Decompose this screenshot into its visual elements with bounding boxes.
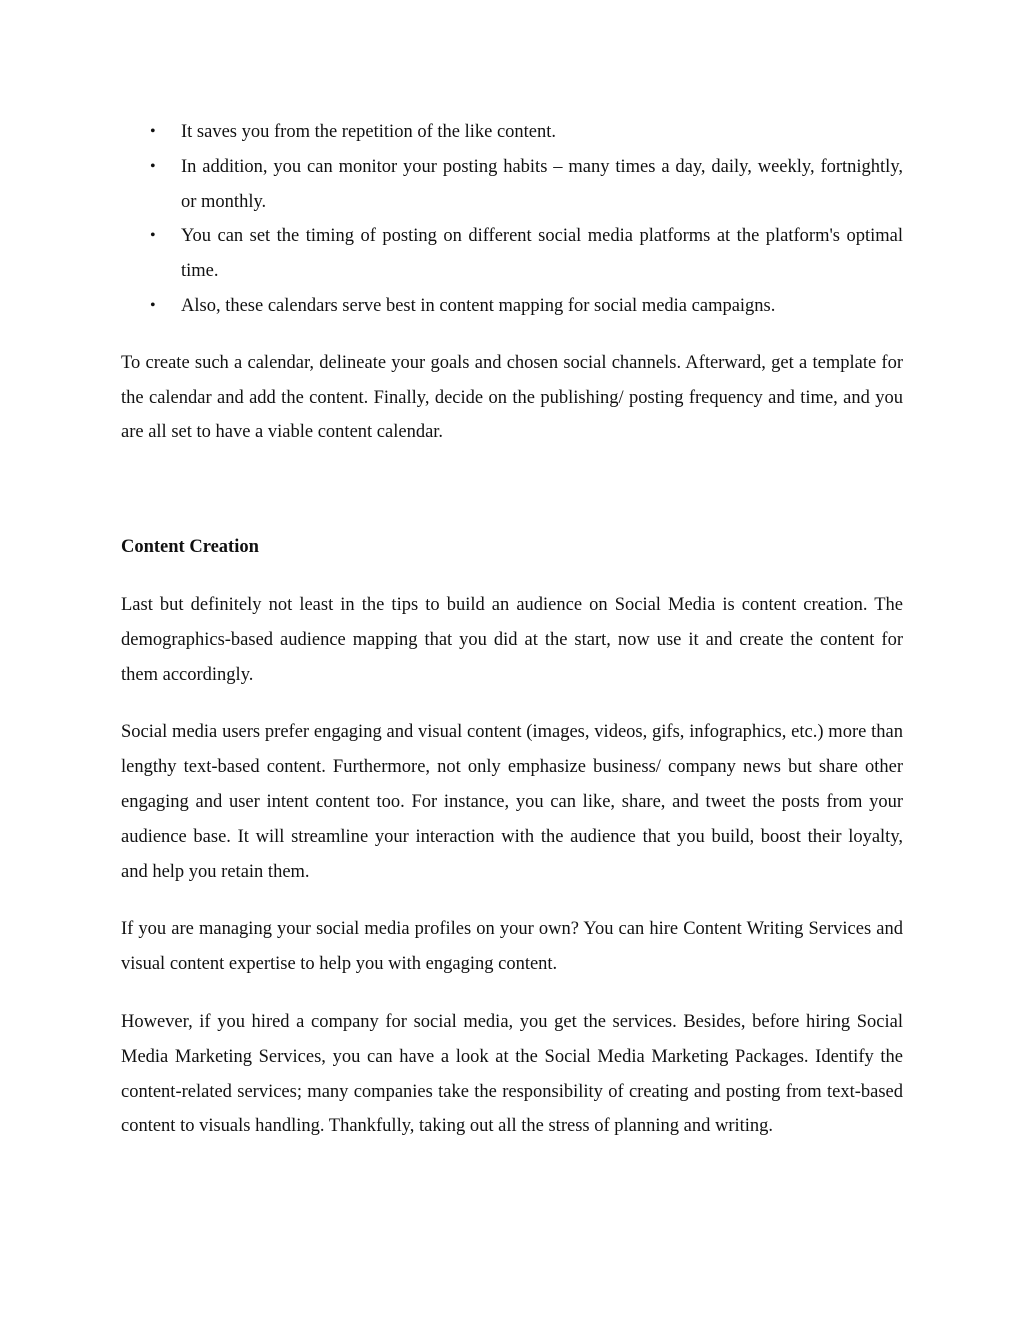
list-item-text: Also, these calendars serve best in content mapping for social media campaigns. xyxy=(181,295,776,316)
paragraph: Last but definitely not least in the tips to build an audience on Social Media is content creation. The demographics-based audience mapping that you did at the start, now use it and create the content for them accordingly. xyxy=(121,594,903,685)
paragraph-calendar: To create such a calendar, delineate your goals and chosen social channels. Afterward, get a template for the calendar and add the content. Finally, decide on the publishing/ posting frequency and time, and you are all set to have a viable content calendar. xyxy=(121,352,903,443)
list-item xyxy=(121,150,903,220)
list-item xyxy=(121,289,903,324)
document-page xyxy=(121,115,903,1144)
bullet-icon: • xyxy=(150,157,156,175)
section-heading: Content Creation xyxy=(121,537,259,558)
bullet-icon: • xyxy=(150,296,156,314)
list-item xyxy=(121,219,903,289)
list-item-text: It saves you from the repetition of the like content. xyxy=(181,122,557,142)
bullet-icon: • xyxy=(150,227,156,245)
paragraph: If you are managing your social media profiles on your own? You can hire Content Writing Services and visual content expertise to help you with engaging content. xyxy=(121,919,903,975)
bullet-icon: • xyxy=(150,123,156,140)
paragraph: Social media users prefer engaging and visual content (images, videos, gifs, infographics, etc.) more than lengthy text-based content. Furthermore, not only emphasize business/ company news but share other engaging and user intent content too. For instance, you can like, share, and tweet the posts from your audience base. It will streamline your interaction with the audience that you build, boost their loyalty, and help you retain them. xyxy=(121,722,903,882)
paragraph: However, if you hired a company for social media, you get the services. Besides, before hiring Social Media Marketing Services, you can have a look at the Social Media Marketing Packages. Identify the content-related services; many companies take the responsibility of creating and posting from text-based content to visuals handling. Thankfully, taking out all the stress of planning and writing. xyxy=(121,1011,903,1137)
list-item-text: In addition, you can monitor your posting habits – many times a day, daily, weekly, fortnightly, or monthly. xyxy=(181,156,903,212)
list-item xyxy=(121,115,903,150)
bullet-list xyxy=(121,115,903,324)
list-item-text: You can set the timing of posting on different social media platforms at the platform's optimal time. xyxy=(181,226,903,282)
